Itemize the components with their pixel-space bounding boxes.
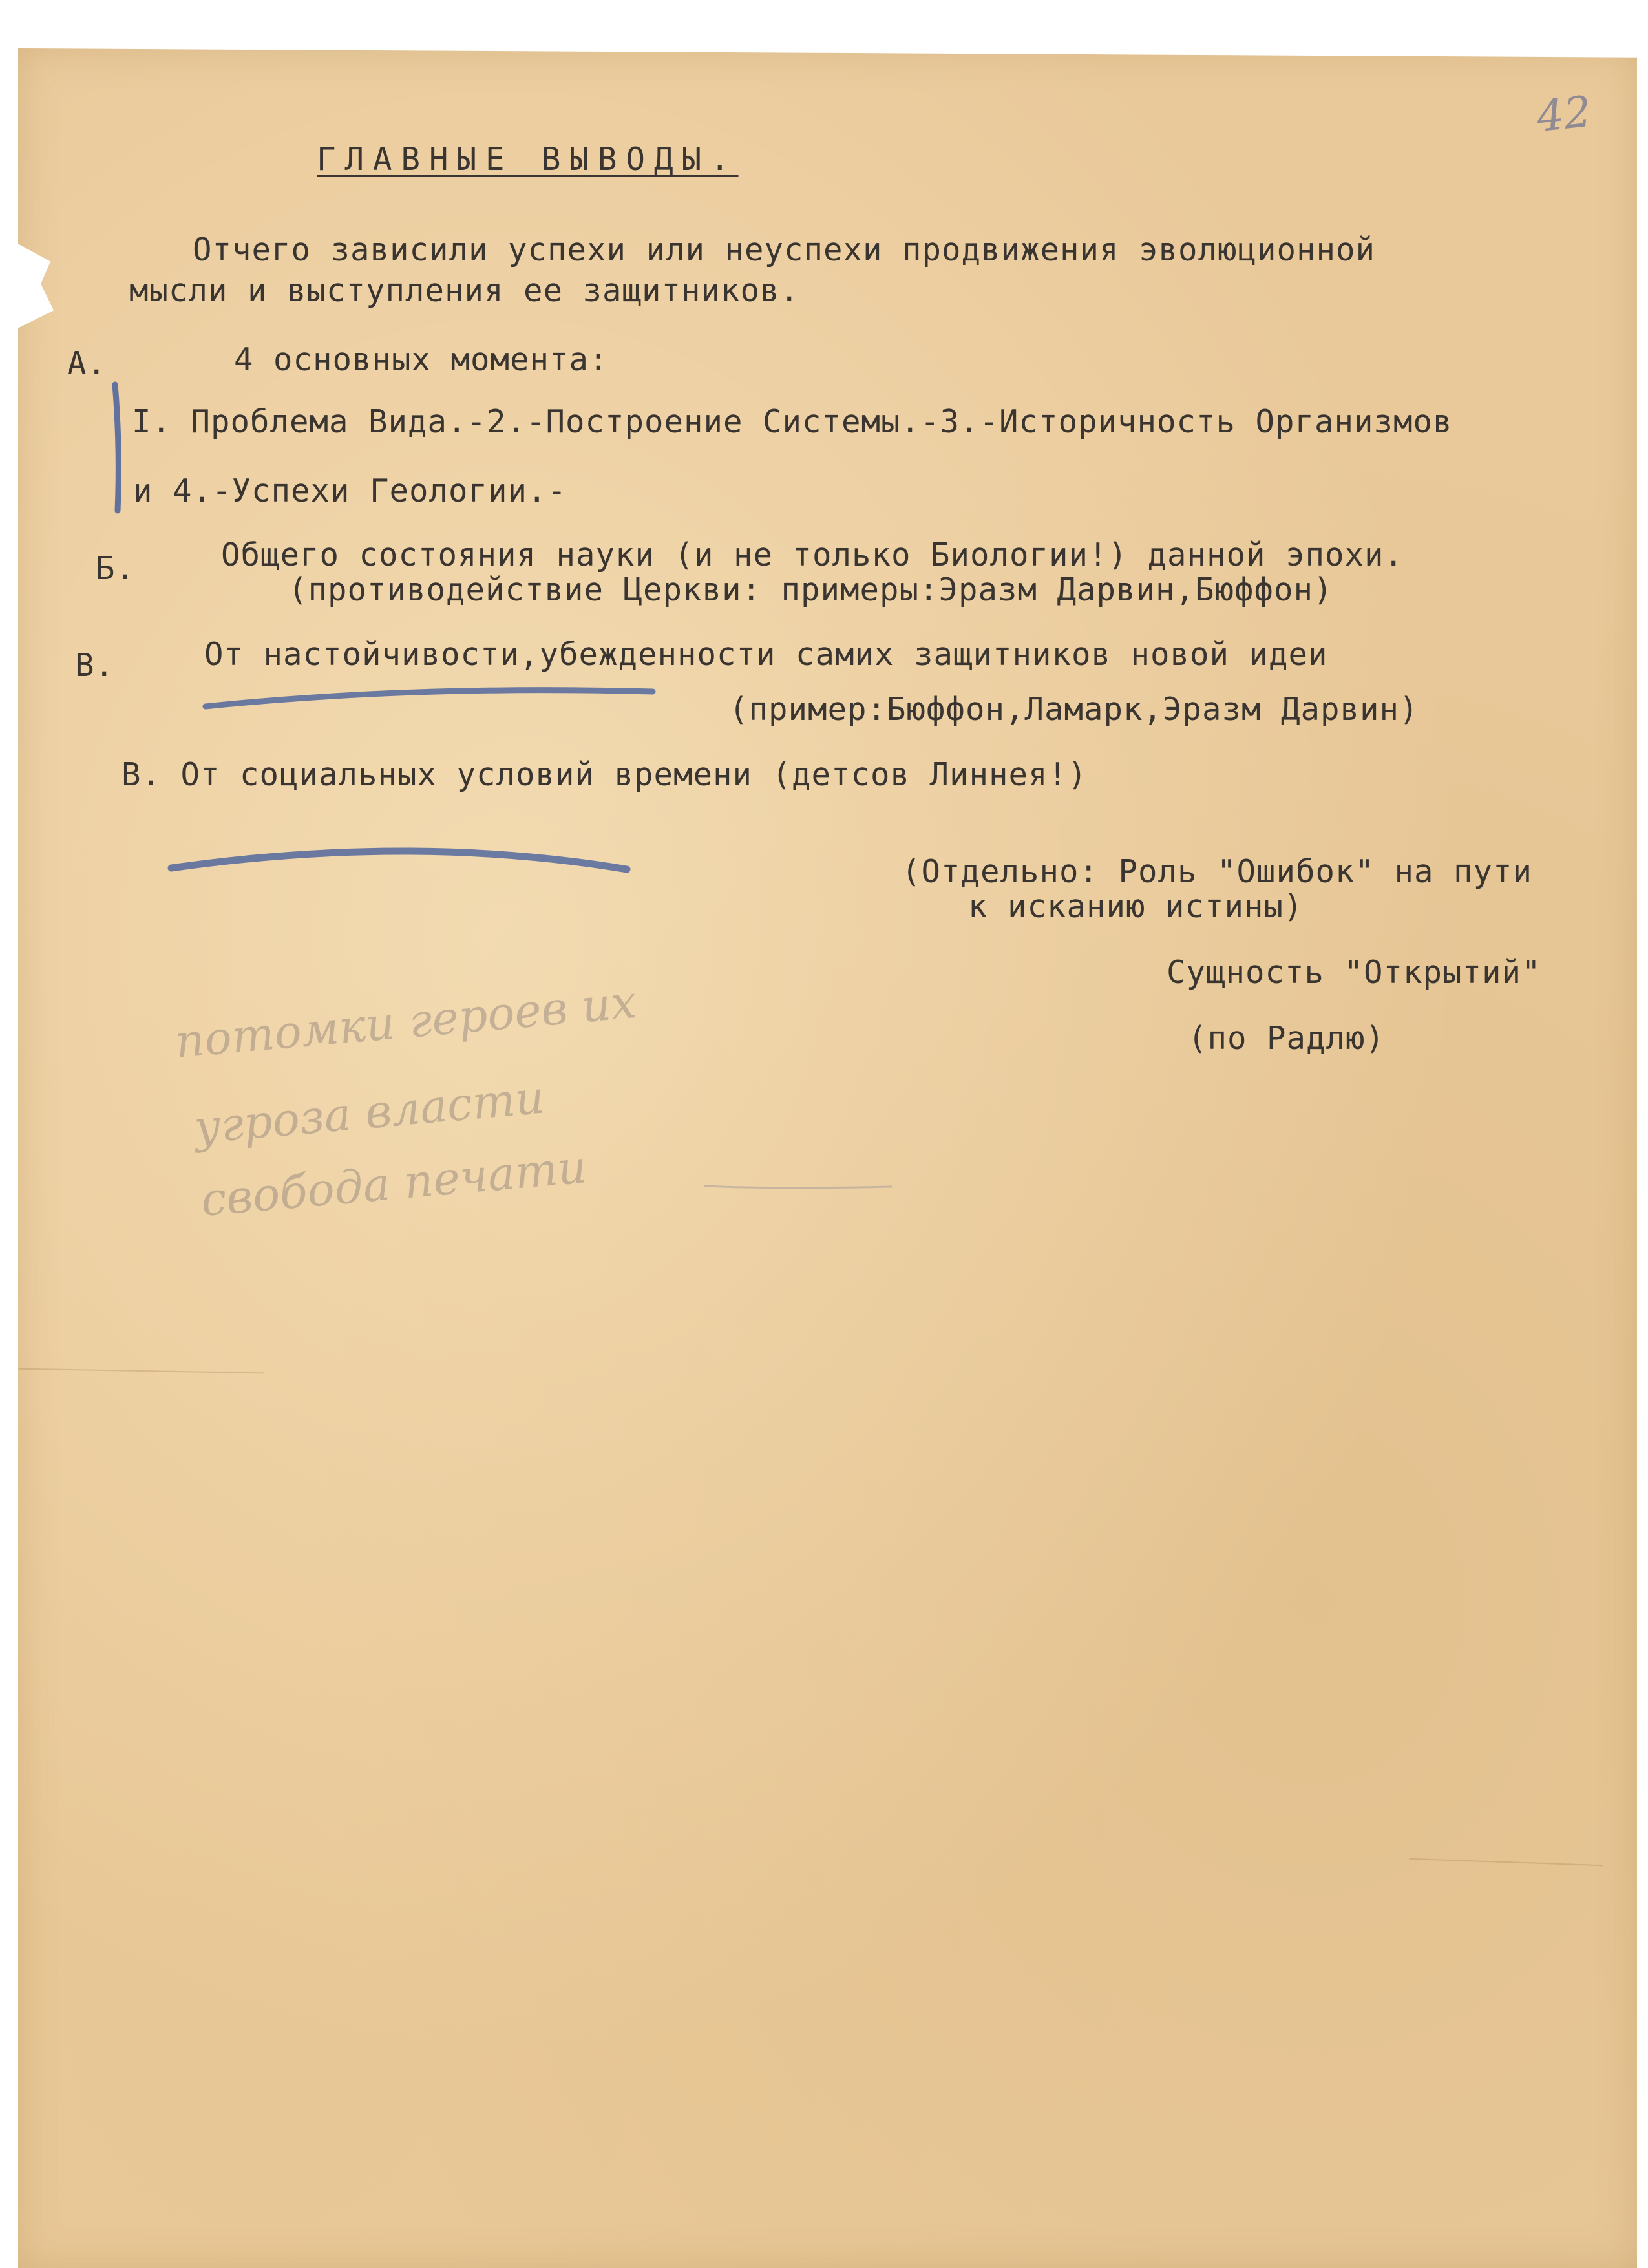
section-b-line-1: Общего состояния науки (и не только Биологии!) данной эпохи. — [221, 536, 1404, 573]
essence-line-2: (по Радлю) — [1188, 1020, 1386, 1057]
pencil-note-line-3: свобода печати — [198, 1140, 589, 1227]
section-b-line-2: (противодействие Церкви: примеры:Эразм Дарвин,Бюффон) — [288, 571, 1333, 608]
note-line-2: к исканию истины) — [968, 888, 1304, 925]
intro-line-2: мысли и выступления ее защитников. — [129, 272, 800, 309]
section-a-letter: А. — [67, 345, 107, 382]
section-v2-line: В. От социальных условий времени (детсов Линнея!) — [121, 756, 1088, 793]
section-v-line-2: (пример:Бюффон,Ламарк,Эразм Дарвин) — [729, 691, 1419, 728]
section-v-letter: В. — [75, 647, 115, 684]
section-a-line-1: I. Проблема Вида.-2.-Построение Системы.-3.-Историчность Организмов — [132, 403, 1453, 440]
section-v-line-1: От настойчивости,убежденности самих защитников новой идеи — [204, 636, 1328, 673]
section-a-line-2: и 4.-Успехи Геологии.- — [133, 472, 567, 509]
note-line-1: (Отдельно: Роль "Ошибок" на пути — [902, 853, 1533, 890]
essence-line-1: Сущность "Открытий" — [1167, 954, 1541, 991]
section-b-letter: Б. — [96, 550, 136, 587]
pencil-note-line-1: потомки героев их — [173, 975, 639, 1069]
page-number: 42 — [1534, 86, 1594, 142]
document-title: ГЛАВНЫЕ ВЫВОДЫ. — [317, 141, 739, 178]
section-a-heading: 4 основных момента: — [234, 341, 609, 378]
intro-line-1: Отчего зависили успехи или неуспехи продвижения эволюционной — [193, 231, 1376, 268]
pencil-note-line-2: угроза власти — [192, 1070, 547, 1154]
paper-sheet — [18, 48, 1637, 2268]
